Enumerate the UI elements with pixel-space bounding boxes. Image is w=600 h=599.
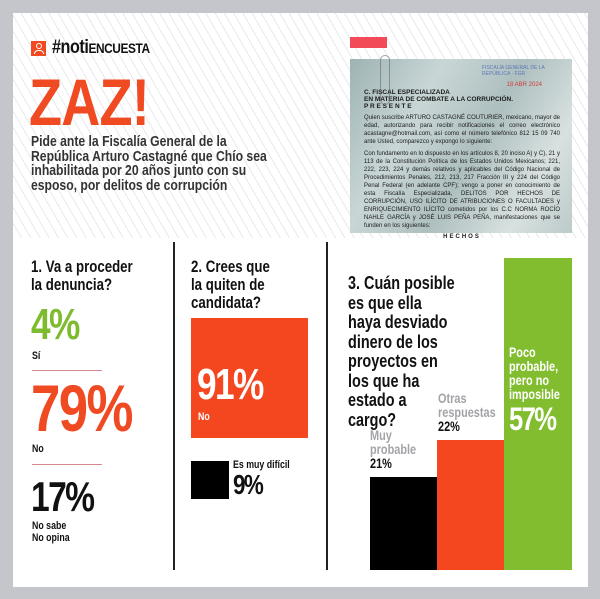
q1-answer-no-label: No: [32, 443, 44, 455]
q3-other-label: Otras respuestas 22%: [438, 390, 496, 434]
infographic-card: [13, 13, 588, 587]
q3-very-probable-label: Muy probable 21%: [370, 427, 417, 471]
question-2-title: 2. Crees que la quiten de candidata?: [191, 257, 270, 312]
q1-answer-unsure-label: No sabe No opina: [32, 520, 70, 544]
q3-unlikely-value: 57%: [509, 401, 556, 437]
column-divider: [173, 242, 175, 570]
document-heading: C. FISCAL ESPECIALIZADA EN MATERIA DE COMBATE A LA CORRUPCIÓN. P R E S E N T E: [364, 89, 514, 110]
complaint-document-photo: [350, 59, 572, 240]
document-paragraph-2: Con fundamento en lo dispuesto en los artículos 8, 20 inciso A) y C), 21 y 113 de la Constitución Política de los Estados Unidos Mexicanos; 221, 222, 223, 224 y demás relativos y aplicables del Código Nacional de Procedimientos Penales, 212, 213, 217 Fracción III y 224 del Código Penal Federal (en adelante CPF); vengo a poner en conocimiento de esta Fiscalía Especializada, DELITOS POR HECHOS DE CORRUPCIÓN, USO ILÍCITO DE ATRIBUCIONES O FACULTADES y ENRIQUECIMIENTO ILÍCITO cometidos por los C.C NORMA ROCÍO NAHLE GARCÍA y JOSÉ LUIS PEÑA PEÑA, manifestaciones que se funden en los siguientes:: [364, 151, 560, 229]
user-icon: [31, 41, 46, 56]
paperclip-icon: [380, 55, 390, 105]
red-accent-tag: [350, 37, 387, 48]
q2-answer-difficult-label: Es muy difícil: [233, 459, 290, 471]
stamp-date: 18 ABR 2024: [506, 82, 542, 88]
column-divider: [326, 242, 328, 570]
q3-bar-very-probable: [370, 477, 437, 570]
q3-bar-other: [437, 440, 504, 570]
question-1-title: 1. Va a proceder la denuncia?: [31, 257, 133, 294]
q2-answer-difficult-block: [191, 461, 229, 499]
q2-answer-difficult-value: 9%: [233, 469, 263, 500]
brand-logo: [31, 37, 167, 59]
fgr-stamp: FISCALÍA GENERAL DE LA REPÚBLICA · FGR: [482, 65, 545, 77]
separator: [32, 464, 102, 465]
q1-answer-unsure-value: 17%: [31, 473, 94, 520]
q1-answer-yes-value: 4%: [31, 300, 79, 349]
headline: ZAZ!: [29, 65, 149, 139]
q2-answer-no-label: No: [198, 411, 210, 423]
question-3-title: 3. Cuán posible es que ella haya desviado dinero de los proyectos en los que ha estado a cargo?: [348, 272, 455, 430]
q1-answer-yes-label: Sí: [32, 350, 41, 362]
brand-hashtag: #noti: [52, 37, 89, 58]
q3-unlikely-label: Poco probable, pero no imposible: [509, 344, 560, 402]
document-paragraph-1: Quien suscribe ARTURO CASTAGNÉ COUTURIER, mexicano, mayor de edad, autorizando para recibir notificaciones el correo electrónico acastagne@hotmail.com, así como el número telefónico 812 15 09 740 ante Usted, comparezco y expongo lo siguiente:: [364, 115, 560, 145]
brand-suffix: ENCUESTA: [88, 40, 150, 56]
document-section-title: HECHOS: [443, 234, 481, 240]
q1-answer-no-value: 79%: [31, 371, 132, 445]
subtitle: Pide ante la Fiscalía General de la República Arturo Castagné que Chío sea inhabilitada por 20 años junto con su esposo, por delitos de corrupción: [31, 134, 267, 194]
q2-answer-no-value: 91%: [197, 360, 263, 409]
